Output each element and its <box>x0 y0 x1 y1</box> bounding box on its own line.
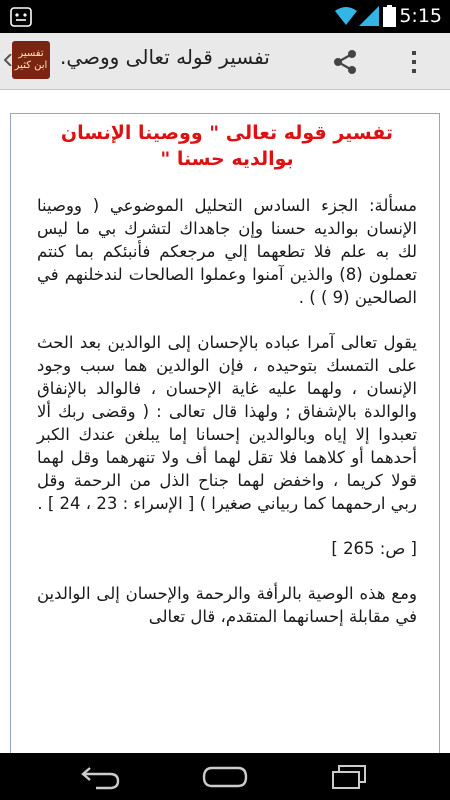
app-logo-line2: ابن كثير <box>14 60 48 71</box>
navigation-bar <box>0 753 450 800</box>
wifi-icon <box>335 6 357 26</box>
article-paragraph: ومع هذه الوصية بالرأفة والرحمة والإحسان إلى الوالدين في مقابلة إحسانهما المتقدم، قال تعالى <box>37 584 417 626</box>
chevron-left-icon[interactable] <box>4 54 12 66</box>
overflow-menu-icon[interactable] <box>402 50 426 74</box>
recent-apps-icon[interactable] <box>329 764 369 790</box>
status-time: 5:15 <box>399 5 442 27</box>
article-heading: تفسير قوله تعالى " ووصينا الإنسان بوالديه حسنا " <box>60 122 394 170</box>
app-logo-line1: تفسير <box>18 48 44 59</box>
page-reference: [ ص: 265 ] <box>331 539 417 558</box>
android-icon <box>8 6 34 28</box>
article-container[interactable] <box>10 113 440 754</box>
article-paragraph: يقول تعالى آمرا عباده بالإحسان إلى الوالدين بعد الحث على التمسك بتوحيده ، فإن الوالدين هما سبب وجود الإنسان ، ولهما عليه غاية الإحسان ، فالوالد بالإنفاق والوالدة بالإشفاق ; ولهذا قال تعالى : ( وقضى ربك ألا تعبدوا إلا إياه وبالوالدين إحسانا إما يبلغن عندك الكبر أحدهما أو كلاهما فلا تقل لهما أف ولا تنهرهما وقل لهما قولا كريما ، واخفض لهما جناح الذل من الرحمة وقل ربي ارحمهما كما ربياني صغيرا ) [ الإسراء : 23 ، 24 ] . <box>37 333 417 513</box>
back-icon[interactable] <box>78 764 122 790</box>
app-logo[interactable] <box>12 41 50 79</box>
share-icon[interactable] <box>330 47 360 77</box>
signal-icon <box>359 6 379 26</box>
action-bar <box>0 33 450 90</box>
home-icon[interactable] <box>200 764 250 790</box>
page-title: تفسير قوله تعالى ووصي. <box>60 45 270 69</box>
article-paragraph: مسألة: الجزء السادس التحليل الموضوعي ( ووصينا الإنسان بوالديه حسنا وإن جاهداك لتشرك بي ما ليس لك به علم فلا تطعهما إلي مرجعكم فأنبئكم بما كنتم تعملون (8) والذين آمنوا وعملوا الصالحات لندخلنهم في الصالحين (9 ) ) . <box>37 196 417 307</box>
status-bar <box>0 0 450 33</box>
battery-icon <box>383 5 396 27</box>
